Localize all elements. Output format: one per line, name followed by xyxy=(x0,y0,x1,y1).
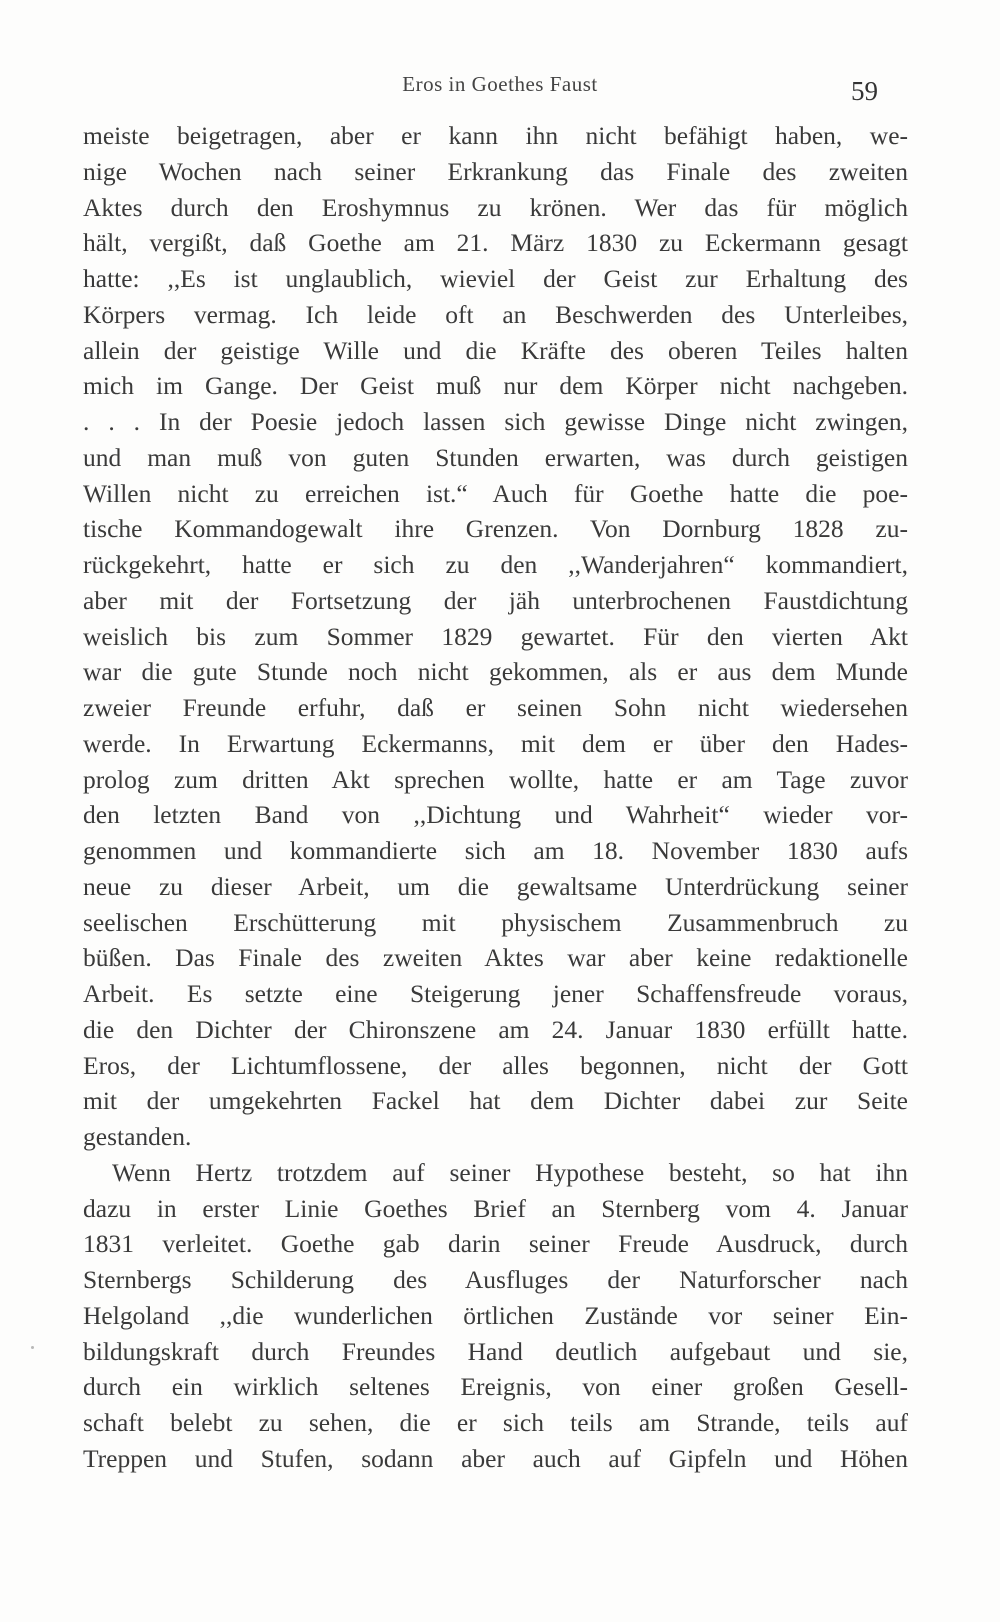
margin-speck xyxy=(31,1346,34,1349)
text-line: mit der umgekehrten Fackel hat dem Dichter dabei zur Seite xyxy=(83,1086,908,1116)
text-line: tische Kommandogewalt ihre Grenzen. Von Dornburg 1828 zu- xyxy=(83,514,908,544)
paragraph-start-line: Wenn Hertz trotzdem auf seiner Hypothese besteht, so hat ihn xyxy=(112,1157,908,1187)
text-line: Aktes durch den Eroshymnus zu krönen. Wer das für möglich xyxy=(83,192,908,222)
text-line: weislich bis zum Sommer 1829 gewartet. Für den vierten Akt xyxy=(83,621,908,651)
text-line: werde. In Erwartung Eckermanns, mit dem er über den Hades- xyxy=(83,728,908,758)
text-line: hatte: ,,Es ist unglaublich, wieviel der Geist zur Erhaltung des xyxy=(83,264,908,293)
text-line: Arbeit. Es setzte eine Steigerung jener Schaffensfreude voraus, xyxy=(83,979,908,1008)
text-line: prolog zum dritten Akt sprechen wollte, hatte er am Tage zuvor xyxy=(83,764,908,794)
text-line: den letzten Band von ,,Dichtung und Wahrheit“ wieder vor- xyxy=(83,800,908,830)
text-line: nige Wochen nach seiner Erkrankung das Finale des zweiten xyxy=(83,156,908,186)
body-text xyxy=(83,118,908,1477)
text-line: seelischen Erschütterung mit physischem Zusammenbruch zu xyxy=(83,907,908,937)
text-line: neue zu dieser Arbeit, um die gewaltsame Unterdrückung seiner xyxy=(83,871,908,901)
paragraph-end-line: gestanden. xyxy=(83,1122,192,1151)
text-line: 1831 verleitet. Goethe gab darin seiner Freude Ausdruck, durch xyxy=(83,1229,908,1259)
page-number: 59 xyxy=(851,76,878,106)
text-line: Treppen und Stufen, sodann aber auch auf Gipfeln und Höhen xyxy=(83,1443,908,1473)
text-line: die den Dichter der Chironszene am 24. Januar 1830 erfüllt hatte. xyxy=(83,1014,908,1044)
running-title: Eros in Goethes Faust xyxy=(402,72,598,96)
text-line: schaft belebt zu sehen, die er sich teils am Strande, teils auf xyxy=(83,1408,908,1437)
text-line: war die gute Stunde noch nicht gekommen, als er aus dem Munde xyxy=(83,657,908,687)
text-line: zweier Freunde erfuhr, daß er seinen Sohn nicht wiedersehen xyxy=(83,693,908,722)
text-line: dazu in erster Linie Goethes Brief an Sternberg vom 4. Januar xyxy=(83,1193,908,1223)
text-line: allein der geistige Wille und die Kräfte des oberen Teiles halten xyxy=(83,335,908,365)
text-line: . . . In der Poesie jedoch lassen sich gewisse Dinge nicht zwingen, xyxy=(83,407,908,436)
text-line: Helgoland ,,die wunderlichen örtlichen Zustände vor seiner Ein- xyxy=(83,1300,908,1330)
text-line: mich im Gange. Der Geist muß nur dem Körper nicht nachgeben. xyxy=(83,371,908,401)
text-line: büßen. Das Finale des zweiten Aktes war aber keine redaktionelle xyxy=(83,943,908,973)
text-line: und man muß von guten Stunden erwarten, was durch geistigen xyxy=(83,442,908,472)
text-line: aber mit der Fortsetzung der jäh unterbrochenen Faustdichtung xyxy=(83,585,908,615)
text-line: Eros, der Lichtumflossene, der alles begonnen, nicht der Gott xyxy=(83,1050,908,1080)
text-line: Körpers vermag. Ich leide oft an Beschwerden des Unterleibes, xyxy=(83,299,908,329)
text-line: hält, vergißt, daß Goethe am 21. März 1830 zu Eckermann gesagt xyxy=(83,228,908,258)
text-line: Sternbergs Schilderung des Ausfluges der Naturforscher nach xyxy=(83,1265,908,1294)
text-line: Willen nicht zu erreichen ist.“ Auch für Goethe hatte die poe- xyxy=(83,478,908,508)
text-line: durch ein wirklich seltenes Ereignis, von einer großen Gesell- xyxy=(83,1372,908,1402)
text-line: bildungskraft durch Freundes Hand deutlich aufgebaut und sie, xyxy=(83,1336,908,1366)
text-line: meiste beigetragen, aber er kann ihn nicht befähigt haben, we- xyxy=(83,121,908,150)
text-line: rückgekehrt, hatte er sich zu den ,,Wanderjahren“ kommandiert, xyxy=(83,550,908,579)
text-line: genommen und kommandierte sich am 18. November 1830 aufs xyxy=(83,836,908,865)
